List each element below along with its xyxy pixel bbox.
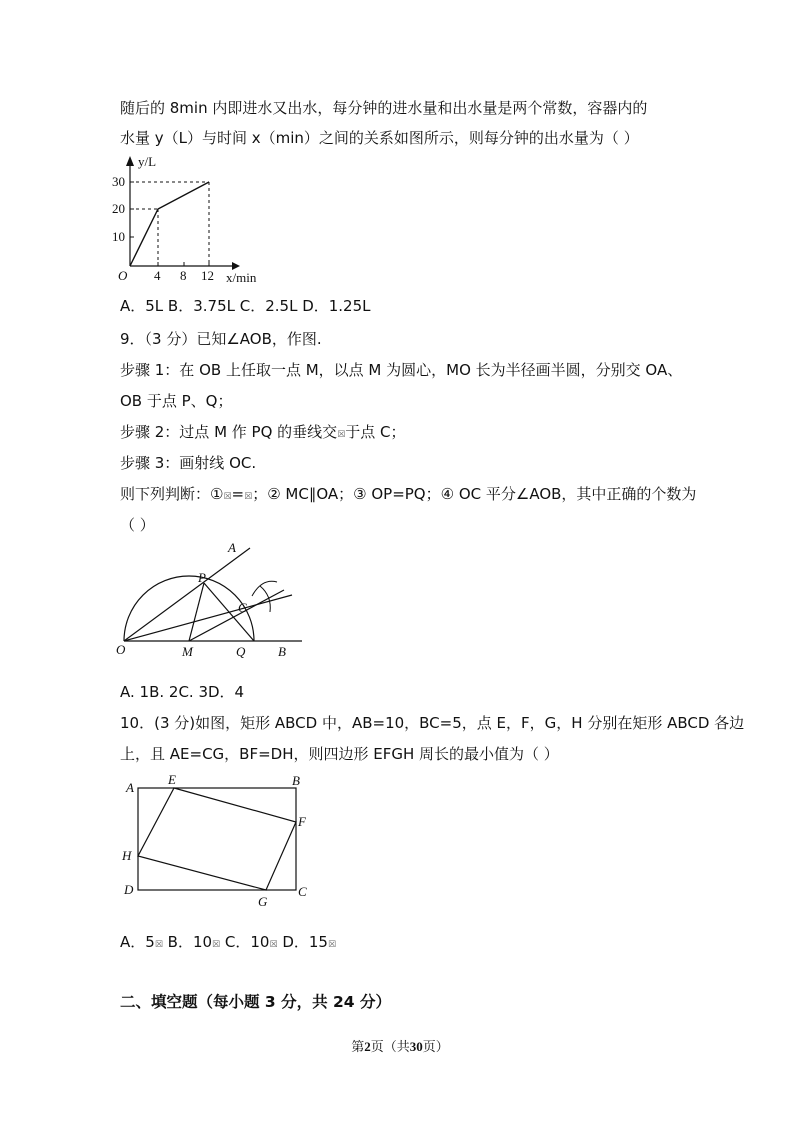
q10-quadrilateral-efgh [138, 788, 296, 890]
q8-x-axis-label: x/min [226, 270, 257, 285]
q9-judgement-rest: ；② MC∥OA；③ OP=PQ；④ OC 平分∠AOB，其中正确的个数为 [252, 485, 697, 503]
q10-label-h: H [122, 848, 132, 863]
q9-step3: 步骤 3：画射线 OC. [120, 454, 257, 472]
q9-options: A. 1B. 2C. 3D．4 [120, 683, 245, 701]
q9-judgement-equals: = [231, 485, 245, 503]
q8-volume-line [130, 182, 209, 266]
q9-label-p: P [198, 570, 206, 585]
q9-missing-glyph-2: ☒ [244, 492, 253, 502]
q9-step2-end: 于点 C； [345, 423, 406, 441]
q9-answer-paren: （ ） [120, 516, 155, 534]
q9-label-q: Q [236, 644, 246, 658]
q10-label-b: B [292, 773, 300, 788]
section-title: 二、填空题（每小题 3 分，共 24 分） [120, 993, 391, 1011]
q10-line-2: 上，且 AE=CG，BF=DH，则四边形 EFGH 周长的最小值为（ ） [120, 745, 559, 763]
q8-line-1: 随后的 8min 内即进水又出水，每分钟的进水量和出水量是两个常数，容器内的 [120, 99, 648, 117]
q10-label-e: E [168, 772, 176, 787]
q10-missing-glyph-c: ☒ [269, 940, 278, 950]
q8-y-axis-label: y/L [138, 154, 157, 169]
page-footer [0, 1036, 800, 1055]
footer-total-pages: 30 [409, 1039, 423, 1054]
q8-ytick-10: 10 [112, 229, 125, 244]
q10-label-c: C [298, 884, 307, 899]
q8-x-axis-arrow [232, 262, 240, 270]
q9-construction-arc-1 [252, 581, 277, 596]
q10-options [120, 932, 336, 955]
footer-prefix: 第 [351, 1039, 365, 1054]
q10-missing-glyph-d: ☒ [327, 940, 337, 950]
q8-xtick-8: 8 [180, 268, 187, 283]
q10-line-1: 10．(3 分)如图，矩形 ABCD 中，AB=10，BC=5，点 E，F，G，H 分别在矩形 ABCD 各边 [120, 714, 745, 732]
q10-label-g: G [258, 894, 268, 908]
q10-option-a: A．5 [120, 933, 155, 951]
q10-option-c: C．10 [220, 933, 270, 951]
q9-label-a: A [228, 540, 236, 555]
q8-xtick-4: 4 [154, 268, 161, 283]
q8-xtick-12: 12 [201, 268, 214, 283]
q9-ray-oc [124, 595, 292, 641]
q9-segment-mc [189, 590, 284, 641]
q10-option-d: D．15 [277, 933, 328, 951]
q9-missing-glyph-1: ☒ [223, 492, 232, 502]
q9-step1-line-2: OB 于点 P、Q； [120, 392, 233, 410]
q10-label-a: A [126, 780, 134, 795]
q8-origin-label: O [118, 268, 128, 283]
q9-label-o: O [116, 642, 126, 657]
footer-page-number: 2 [364, 1039, 371, 1054]
q8-water-volume-graph [112, 152, 272, 286]
q10-option-b: B．10 [162, 933, 213, 951]
q9-label-m: M [182, 644, 193, 658]
q10-missing-glyph-a: ☒ [154, 940, 163, 950]
q9-stem: 9．（3 分）已知∠AOB，作图. [120, 330, 322, 348]
q8-ytick-30: 30 [112, 174, 125, 189]
q10-label-f: F [298, 814, 306, 829]
q9-angle-bisector-figure [112, 538, 312, 658]
q9-step2-text: 步骤 2：过点 M 作 PQ 的垂线交 [120, 423, 338, 441]
q9-step1-line-1: 步骤 1：在 OB 上任取一点 M，以点 M 为圆心，MO 长为半径画半圆，分别交 OA、 [120, 361, 683, 379]
q8-ytick-20: 20 [112, 201, 125, 216]
q8-options: A．5L B．3.75L C．2.5L D．1.25L [120, 297, 371, 315]
q10-label-d: D [124, 882, 134, 897]
q9-judgement-start: 则下列判断：① [120, 485, 224, 503]
footer-suffix: 页） [422, 1039, 449, 1054]
q10-rectangle-figure [118, 772, 318, 908]
q9-step2 [120, 422, 406, 445]
q8-line-2: 水量 y（L）与时间 x（min）之间的关系如图所示，则每分钟的出水量为（ ） [120, 129, 639, 147]
q10-missing-glyph-b: ☒ [212, 940, 221, 950]
q9-semicircle [124, 576, 254, 641]
q9-label-c: C [238, 600, 247, 615]
q9-label-b: B [278, 644, 286, 658]
q8-y-axis-arrow [126, 156, 134, 166]
q9-construction-arc-2 [260, 586, 270, 612]
q9-step2-missing-glyph: ☒ [337, 430, 346, 440]
footer-mid: 页（共 [370, 1039, 410, 1054]
q9-judgement [120, 484, 696, 507]
